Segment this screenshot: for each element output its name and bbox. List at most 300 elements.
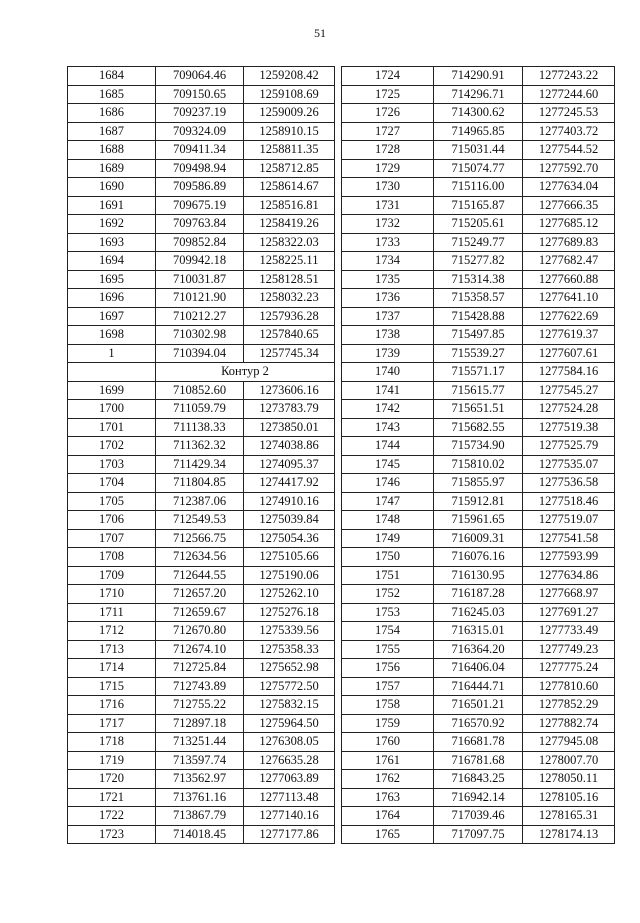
x-coordinate-cell: 716444.71: [434, 677, 523, 696]
y-coordinate-cell: 1277691.27: [523, 603, 615, 622]
x-coordinate-cell: 714018.45: [156, 825, 244, 844]
table-row: [68, 770, 335, 789]
x-coordinate-cell: 710302.98: [156, 326, 244, 345]
table-row: [68, 492, 335, 511]
point-number-cell: 1714: [68, 659, 156, 678]
point-number-cell: 1698: [68, 326, 156, 345]
point-number-cell: 1721: [68, 788, 156, 807]
table-row: [342, 196, 615, 215]
x-coordinate-cell: 715615.77: [434, 381, 523, 400]
point-number-cell: 1709: [68, 566, 156, 585]
x-coordinate-cell: 715912.81: [434, 492, 523, 511]
x-coordinate-cell: 711804.85: [156, 474, 244, 493]
y-coordinate-cell: 1277519.38: [523, 418, 615, 437]
y-coordinate-cell: 1278105.16: [523, 788, 615, 807]
x-coordinate-cell: 716501.21: [434, 696, 523, 715]
point-number-cell: 1703: [68, 455, 156, 474]
x-coordinate-cell: 715571.17: [434, 363, 523, 382]
x-coordinate-cell: 709498.94: [156, 159, 244, 178]
x-coordinate-cell: 715855.97: [434, 474, 523, 493]
y-coordinate-cell: 1275832.15: [244, 696, 335, 715]
y-coordinate-cell: 1276308.05: [244, 733, 335, 752]
x-coordinate-cell: 716245.03: [434, 603, 523, 622]
point-number-cell: 1750: [342, 548, 434, 567]
table-row: [342, 85, 615, 104]
y-coordinate-cell: 1277584.16: [523, 363, 615, 382]
point-number-cell: 1713: [68, 640, 156, 659]
x-coordinate-cell: 715428.88: [434, 307, 523, 326]
x-coordinate-cell: 715358.57: [434, 289, 523, 308]
x-coordinate-cell: 716843.25: [434, 770, 523, 789]
table-row: [68, 807, 335, 826]
x-coordinate-cell: 711059.79: [156, 400, 244, 419]
table-row: [68, 548, 335, 567]
y-coordinate-cell: 1277660.88: [523, 270, 615, 289]
y-coordinate-cell: 1277063.89: [244, 770, 335, 789]
x-coordinate-cell: 712657.20: [156, 585, 244, 604]
point-number-cell: 1751: [342, 566, 434, 585]
y-coordinate-cell: 1275964.50: [244, 714, 335, 733]
point-number-cell: 1702: [68, 437, 156, 456]
table-row: [342, 677, 615, 696]
table-row: [68, 215, 335, 234]
y-coordinate-cell: 1277525.79: [523, 437, 615, 456]
table-row: [342, 659, 615, 678]
point-number-cell: 1684: [68, 67, 156, 86]
point-number-cell: 1692: [68, 215, 156, 234]
y-coordinate-cell: 1275262.10: [244, 585, 335, 604]
table-row: [342, 122, 615, 141]
point-number-cell: 1: [68, 344, 156, 363]
x-coordinate-cell: 712897.18: [156, 714, 244, 733]
y-coordinate-cell: 1277140.16: [244, 807, 335, 826]
point-number-cell: 1739: [342, 344, 434, 363]
table-row: [68, 159, 335, 178]
point-number-cell: 1759: [342, 714, 434, 733]
x-coordinate-cell: 715249.77: [434, 233, 523, 252]
point-number-cell: 1736: [342, 289, 434, 308]
table-row: [342, 474, 615, 493]
y-coordinate-cell: 1274038.86: [244, 437, 335, 456]
point-number-cell: 1701: [68, 418, 156, 437]
x-coordinate-cell: 712634.56: [156, 548, 244, 567]
x-coordinate-cell: 712674.10: [156, 640, 244, 659]
x-coordinate-cell: 716009.31: [434, 529, 523, 548]
point-number-cell: 1738: [342, 326, 434, 345]
table-row: [342, 289, 615, 308]
y-coordinate-cell: 1277882.74: [523, 714, 615, 733]
point-number-cell: 1746: [342, 474, 434, 493]
y-coordinate-cell: 1277244.60: [523, 85, 615, 104]
y-coordinate-cell: 1277177.86: [244, 825, 335, 844]
x-coordinate-cell: 716076.16: [434, 548, 523, 567]
point-number-cell: 1752: [342, 585, 434, 604]
y-coordinate-cell: 1277518.46: [523, 492, 615, 511]
x-coordinate-cell: 711429.34: [156, 455, 244, 474]
table-row: [68, 603, 335, 622]
x-coordinate-cell: 709064.46: [156, 67, 244, 86]
y-coordinate-cell: 1277749.23: [523, 640, 615, 659]
empty-cell: [68, 363, 156, 382]
table-row: [342, 696, 615, 715]
table-row: [68, 788, 335, 807]
x-coordinate-cell: 712743.89: [156, 677, 244, 696]
x-coordinate-cell: 709852.84: [156, 233, 244, 252]
y-coordinate-cell: 1277524.28: [523, 400, 615, 419]
x-coordinate-cell: 714290.91: [434, 67, 523, 86]
y-coordinate-cell: 1275339.56: [244, 622, 335, 641]
x-coordinate-cell: 715539.27: [434, 344, 523, 363]
x-coordinate-cell: 714965.85: [434, 122, 523, 141]
point-number-cell: 1719: [68, 751, 156, 770]
y-coordinate-cell: 1277544.52: [523, 141, 615, 160]
y-coordinate-cell: 1258419.26: [244, 215, 335, 234]
point-number-cell: 1757: [342, 677, 434, 696]
x-coordinate-cell: 715810.02: [434, 455, 523, 474]
y-coordinate-cell: 1277593.99: [523, 548, 615, 567]
point-number-cell: 1742: [342, 400, 434, 419]
y-coordinate-cell: 1275105.66: [244, 548, 335, 567]
y-coordinate-cell: 1277541.58: [523, 529, 615, 548]
x-coordinate-cell: 709411.34: [156, 141, 244, 160]
x-coordinate-cell: 713562.97: [156, 770, 244, 789]
x-coordinate-cell: 712670.80: [156, 622, 244, 641]
table-row: [342, 622, 615, 641]
point-number-cell: 1718: [68, 733, 156, 752]
point-number-cell: 1732: [342, 215, 434, 234]
point-number-cell: 1697: [68, 307, 156, 326]
x-coordinate-cell: 716364.20: [434, 640, 523, 659]
point-number-cell: 1699: [68, 381, 156, 400]
table-row: [68, 252, 335, 271]
x-coordinate-cell: 713867.79: [156, 807, 244, 826]
y-coordinate-cell: 1257745.34: [244, 344, 335, 363]
coordinates-table-right: [341, 66, 615, 844]
point-number-cell: 1755: [342, 640, 434, 659]
table-row: [342, 455, 615, 474]
x-coordinate-cell: 715205.61: [434, 215, 523, 234]
point-number-cell: 1758: [342, 696, 434, 715]
table-row: [68, 233, 335, 252]
y-coordinate-cell: 1278174.13: [523, 825, 615, 844]
point-number-cell: 1708: [68, 548, 156, 567]
x-coordinate-cell: 709942.18: [156, 252, 244, 271]
table-row: [342, 751, 615, 770]
x-coordinate-cell: 715074.77: [434, 159, 523, 178]
y-coordinate-cell: 1277668.97: [523, 585, 615, 604]
y-coordinate-cell: 1277689.83: [523, 233, 615, 252]
y-coordinate-cell: 1278007.70: [523, 751, 615, 770]
y-coordinate-cell: 1273783.79: [244, 400, 335, 419]
y-coordinate-cell: 1258225.11: [244, 252, 335, 271]
point-number-cell: 1691: [68, 196, 156, 215]
y-coordinate-cell: 1278165.31: [523, 807, 615, 826]
table-row: [342, 252, 615, 271]
table-row: [68, 67, 335, 86]
x-coordinate-cell: 712755.22: [156, 696, 244, 715]
page-number: 51: [314, 26, 326, 40]
point-number-cell: 1705: [68, 492, 156, 511]
table-row: [68, 104, 335, 123]
y-coordinate-cell: 1275039.84: [244, 511, 335, 530]
x-coordinate-cell: 714300.62: [434, 104, 523, 123]
x-coordinate-cell: 713761.16: [156, 788, 244, 807]
x-coordinate-cell: 710031.87: [156, 270, 244, 289]
point-number-cell: 1712: [68, 622, 156, 641]
point-number-cell: 1710: [68, 585, 156, 604]
point-number-cell: 1706: [68, 511, 156, 530]
point-number-cell: 1754: [342, 622, 434, 641]
y-coordinate-cell: 1277666.35: [523, 196, 615, 215]
point-number-cell: 1763: [342, 788, 434, 807]
y-coordinate-cell: 1257840.65: [244, 326, 335, 345]
table-row: [68, 122, 335, 141]
point-number-cell: 1686: [68, 104, 156, 123]
y-coordinate-cell: 1275054.36: [244, 529, 335, 548]
point-number-cell: 1694: [68, 252, 156, 271]
x-coordinate-cell: 710394.04: [156, 344, 244, 363]
x-coordinate-cell: 715734.90: [434, 437, 523, 456]
point-number-cell: 1734: [342, 252, 434, 271]
x-coordinate-cell: 716315.01: [434, 622, 523, 641]
x-coordinate-cell: 709324.09: [156, 122, 244, 141]
table-row: [342, 233, 615, 252]
x-coordinate-cell: 716942.14: [434, 788, 523, 807]
table-row: [68, 511, 335, 530]
y-coordinate-cell: 1257936.28: [244, 307, 335, 326]
point-number-cell: 1725: [342, 85, 434, 104]
section-header-row: [68, 363, 335, 382]
point-number-cell: 1720: [68, 770, 156, 789]
y-coordinate-cell: 1277634.04: [523, 178, 615, 197]
table-row: [68, 714, 335, 733]
y-coordinate-cell: 1277607.61: [523, 344, 615, 363]
x-coordinate-cell: 717097.75: [434, 825, 523, 844]
y-coordinate-cell: 1277519.07: [523, 511, 615, 530]
point-number-cell: 1722: [68, 807, 156, 826]
point-number-cell: 1760: [342, 733, 434, 752]
table-row: [68, 659, 335, 678]
x-coordinate-cell: 712549.53: [156, 511, 244, 530]
table-row: [68, 677, 335, 696]
x-coordinate-cell: 716570.92: [434, 714, 523, 733]
y-coordinate-cell: 1258811.35: [244, 141, 335, 160]
point-number-cell: 1762: [342, 770, 434, 789]
table-row: [342, 825, 615, 844]
y-coordinate-cell: 1258128.51: [244, 270, 335, 289]
y-coordinate-cell: 1277685.12: [523, 215, 615, 234]
x-coordinate-cell: 711138.33: [156, 418, 244, 437]
table-row: [68, 85, 335, 104]
y-coordinate-cell: 1259108.69: [244, 85, 335, 104]
x-coordinate-cell: 712725.84: [156, 659, 244, 678]
table-row: [342, 511, 615, 530]
x-coordinate-cell: 715165.87: [434, 196, 523, 215]
y-coordinate-cell: 1258322.03: [244, 233, 335, 252]
y-coordinate-cell: 1277622.69: [523, 307, 615, 326]
table-row: [68, 270, 335, 289]
table-row: [68, 344, 335, 363]
table-row: [342, 418, 615, 437]
point-number-cell: 1741: [342, 381, 434, 400]
table-row: [342, 67, 615, 86]
table-row: [68, 141, 335, 160]
point-number-cell: 1715: [68, 677, 156, 696]
x-coordinate-cell: 713597.74: [156, 751, 244, 770]
point-number-cell: 1756: [342, 659, 434, 678]
y-coordinate-cell: 1258910.15: [244, 122, 335, 141]
y-coordinate-cell: 1277245.53: [523, 104, 615, 123]
table-row: [68, 696, 335, 715]
table-row: [342, 344, 615, 363]
y-coordinate-cell: 1274095.37: [244, 455, 335, 474]
point-number-cell: 1744: [342, 437, 434, 456]
point-number-cell: 1748: [342, 511, 434, 530]
table-row: [342, 104, 615, 123]
x-coordinate-cell: 709763.84: [156, 215, 244, 234]
table-row: [68, 585, 335, 604]
table-row: [68, 622, 335, 641]
y-coordinate-cell: 1273606.16: [244, 381, 335, 400]
table-row: [342, 529, 615, 548]
point-number-cell: 1747: [342, 492, 434, 511]
table-row: [342, 381, 615, 400]
table-row: [342, 640, 615, 659]
table-row: [342, 585, 615, 604]
point-number-cell: 1695: [68, 270, 156, 289]
table-row: [342, 603, 615, 622]
x-coordinate-cell: 712387.06: [156, 492, 244, 511]
y-coordinate-cell: 1277536.58: [523, 474, 615, 493]
table-row: [342, 548, 615, 567]
table-row: [68, 178, 335, 197]
point-number-cell: 1765: [342, 825, 434, 844]
point-number-cell: 1696: [68, 289, 156, 308]
x-coordinate-cell: 715961.65: [434, 511, 523, 530]
table-row: [68, 437, 335, 456]
table-row: [68, 751, 335, 770]
y-coordinate-cell: 1277945.08: [523, 733, 615, 752]
point-number-cell: 1690: [68, 178, 156, 197]
y-coordinate-cell: 1276635.28: [244, 751, 335, 770]
point-number-cell: 1689: [68, 159, 156, 178]
point-number-cell: 1716: [68, 696, 156, 715]
y-coordinate-cell: 1277852.29: [523, 696, 615, 715]
point-number-cell: 1731: [342, 196, 434, 215]
table-row: [342, 807, 615, 826]
x-coordinate-cell: 710212.27: [156, 307, 244, 326]
y-coordinate-cell: 1274417.92: [244, 474, 335, 493]
table-row: [68, 307, 335, 326]
y-coordinate-cell: 1277733.49: [523, 622, 615, 641]
table-row: [342, 141, 615, 160]
y-coordinate-cell: 1277682.47: [523, 252, 615, 271]
table-row: [68, 474, 335, 493]
table-row: [342, 566, 615, 585]
point-number-cell: 1740: [342, 363, 434, 382]
point-number-cell: 1737: [342, 307, 434, 326]
y-coordinate-cell: 1277113.48: [244, 788, 335, 807]
table-row: [342, 363, 615, 382]
y-coordinate-cell: 1277535.07: [523, 455, 615, 474]
table-row: [342, 215, 615, 234]
x-coordinate-cell: 709150.65: [156, 85, 244, 104]
y-coordinate-cell: 1277641.10: [523, 289, 615, 308]
point-number-cell: 1687: [68, 122, 156, 141]
point-number-cell: 1707: [68, 529, 156, 548]
table-row: [68, 400, 335, 419]
point-number-cell: 1693: [68, 233, 156, 252]
x-coordinate-cell: 709675.19: [156, 196, 244, 215]
x-coordinate-cell: 715031.44: [434, 141, 523, 160]
table-row: [342, 770, 615, 789]
table-row: [68, 733, 335, 752]
point-number-cell: 1700: [68, 400, 156, 419]
y-coordinate-cell: 1278050.11: [523, 770, 615, 789]
y-coordinate-cell: 1273850.01: [244, 418, 335, 437]
table-row: [342, 714, 615, 733]
table-row: [68, 455, 335, 474]
y-coordinate-cell: 1277810.60: [523, 677, 615, 696]
point-number-cell: 1761: [342, 751, 434, 770]
point-number-cell: 1685: [68, 85, 156, 104]
point-number-cell: 1753: [342, 603, 434, 622]
point-number-cell: 1704: [68, 474, 156, 493]
y-coordinate-cell: 1277634.86: [523, 566, 615, 585]
x-coordinate-cell: 716781.68: [434, 751, 523, 770]
table-row: [342, 733, 615, 752]
y-coordinate-cell: 1275772.50: [244, 677, 335, 696]
table-row: [342, 437, 615, 456]
point-number-cell: 1726: [342, 104, 434, 123]
point-number-cell: 1730: [342, 178, 434, 197]
x-coordinate-cell: 715682.55: [434, 418, 523, 437]
x-coordinate-cell: 716187.28: [434, 585, 523, 604]
x-coordinate-cell: 712566.75: [156, 529, 244, 548]
point-number-cell: 1749: [342, 529, 434, 548]
x-coordinate-cell: 709586.89: [156, 178, 244, 197]
x-coordinate-cell: 716406.04: [434, 659, 523, 678]
x-coordinate-cell: 715116.00: [434, 178, 523, 197]
y-coordinate-cell: 1274910.16: [244, 492, 335, 511]
point-number-cell: 1727: [342, 122, 434, 141]
table-row: [342, 326, 615, 345]
x-coordinate-cell: 711362.32: [156, 437, 244, 456]
point-number-cell: 1711: [68, 603, 156, 622]
point-number-cell: 1724: [342, 67, 434, 86]
point-number-cell: 1688: [68, 141, 156, 160]
table-row: [342, 492, 615, 511]
table-row: [342, 400, 615, 419]
x-coordinate-cell: 710121.90: [156, 289, 244, 308]
y-coordinate-cell: 1258516.81: [244, 196, 335, 215]
table-row: [68, 381, 335, 400]
y-coordinate-cell: 1277619.37: [523, 326, 615, 345]
x-coordinate-cell: 716681.78: [434, 733, 523, 752]
y-coordinate-cell: 1259208.42: [244, 67, 335, 86]
x-coordinate-cell: 716130.95: [434, 566, 523, 585]
point-number-cell: 1729: [342, 159, 434, 178]
y-coordinate-cell: 1275190.06: [244, 566, 335, 585]
coordinates-table-left: [67, 66, 335, 844]
table-row: [68, 566, 335, 585]
x-coordinate-cell: 717039.46: [434, 807, 523, 826]
x-coordinate-cell: 715651.51: [434, 400, 523, 419]
point-number-cell: 1717: [68, 714, 156, 733]
y-coordinate-cell: 1277545.27: [523, 381, 615, 400]
y-coordinate-cell: 1277775.24: [523, 659, 615, 678]
table-row: [342, 307, 615, 326]
